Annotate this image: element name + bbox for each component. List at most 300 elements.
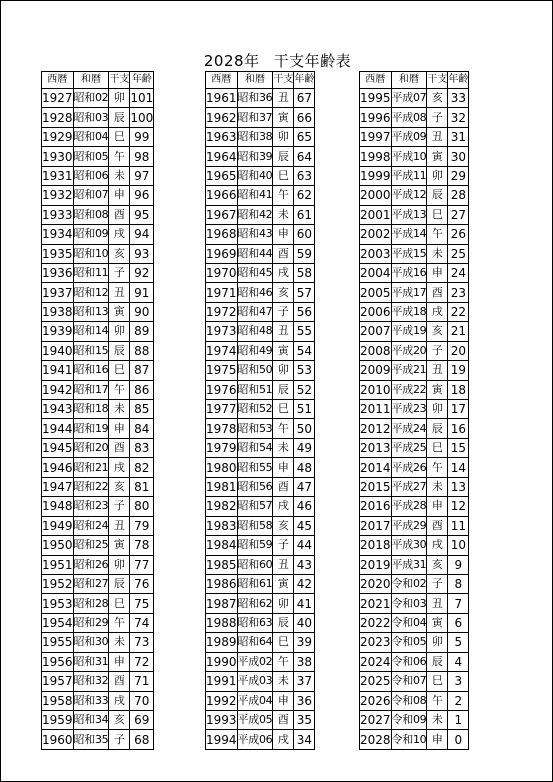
cell-wareki: 昭和34 [73, 711, 109, 730]
table-row [360, 108, 469, 127]
cell-wareki: 令和04 [391, 613, 427, 632]
cell-seireki: 1930 [42, 147, 74, 166]
cell-seireki: 1968 [206, 225, 238, 244]
table-row [206, 400, 315, 419]
cell-age: 78 [130, 536, 154, 555]
cell-wareki: 昭和21 [73, 458, 109, 477]
table-row [42, 225, 154, 244]
table-row [360, 438, 469, 457]
cell-eto: 申 [427, 497, 448, 516]
cell-wareki: 昭和18 [73, 400, 109, 419]
table-row [360, 613, 469, 632]
cell-age: 44 [294, 536, 315, 555]
cell-age: 18 [448, 380, 469, 399]
cell-age: 53 [294, 361, 315, 380]
table-row [42, 108, 154, 127]
cell-seireki: 1997 [360, 127, 392, 146]
cell-eto: 酉 [109, 672, 130, 691]
cell-seireki: 1949 [42, 516, 74, 535]
table-row [42, 127, 154, 146]
cell-age: 19 [448, 361, 469, 380]
cell-eto: 辰 [273, 380, 294, 399]
cell-eto: 酉 [273, 711, 294, 730]
cell-wareki: 昭和28 [73, 594, 109, 613]
cell-eto: 卯 [273, 361, 294, 380]
cell-seireki: 2015 [360, 477, 392, 496]
cell-eto: 午 [273, 186, 294, 205]
cell-wareki: 昭和31 [73, 652, 109, 671]
cell-age: 87 [130, 361, 154, 380]
cell-wareki: 昭和64 [237, 633, 273, 652]
cell-eto: 巳 [427, 205, 448, 224]
cell-eto: 卯 [273, 594, 294, 613]
cell-wareki: 平成23 [391, 400, 427, 419]
cell-eto: 丑 [273, 322, 294, 341]
cell-seireki: 1940 [42, 341, 74, 360]
cell-seireki: 2003 [360, 244, 392, 263]
header-age: 年齢 [294, 72, 315, 89]
cell-seireki: 1951 [42, 555, 74, 574]
cell-age: 70 [130, 691, 154, 710]
cell-age: 12 [448, 497, 469, 516]
table-row [42, 458, 154, 477]
cell-seireki: 1957 [42, 672, 74, 691]
table-row [206, 711, 315, 730]
table-row [206, 419, 315, 438]
cell-eto: 未 [427, 244, 448, 263]
cell-age: 30 [448, 147, 469, 166]
cell-seireki: 2009 [360, 361, 392, 380]
cell-seireki: 2006 [360, 302, 392, 321]
cell-eto: 子 [109, 730, 130, 749]
cell-seireki: 1934 [42, 225, 74, 244]
cell-wareki: 昭和55 [237, 458, 273, 477]
cell-age: 46 [294, 497, 315, 516]
cell-wareki: 令和02 [391, 574, 427, 593]
cell-eto: 亥 [109, 244, 130, 263]
cell-seireki: 2013 [360, 438, 392, 457]
cell-wareki: 昭和49 [237, 341, 273, 360]
cell-eto: 戌 [109, 458, 130, 477]
cell-eto: 寅 [109, 302, 130, 321]
cell-eto: 午 [427, 225, 448, 244]
cell-wareki: 平成29 [391, 516, 427, 535]
header-seireki: 西暦 [42, 72, 74, 89]
cell-wareki: 昭和44 [237, 244, 273, 263]
cell-eto: 巳 [427, 438, 448, 457]
cell-seireki: 1990 [206, 652, 238, 671]
cell-wareki: 平成07 [391, 89, 427, 108]
cell-eto: 丑 [109, 283, 130, 302]
cell-seireki: 2004 [360, 263, 392, 282]
cell-seireki: 1953 [42, 594, 74, 613]
cell-age: 33 [448, 89, 469, 108]
cell-eto: 亥 [273, 516, 294, 535]
cell-wareki: 昭和35 [73, 730, 109, 749]
cell-wareki: 昭和61 [237, 574, 273, 593]
cell-eto: 子 [109, 497, 130, 516]
cell-wareki: 平成19 [391, 322, 427, 341]
cell-seireki: 1939 [42, 322, 74, 341]
table-row [360, 711, 469, 730]
cell-age: 31 [448, 127, 469, 146]
cell-age: 54 [294, 341, 315, 360]
cell-eto: 申 [427, 263, 448, 282]
cell-wareki: 昭和03 [73, 108, 109, 127]
cell-wareki: 昭和06 [73, 166, 109, 185]
header-age: 年齢 [448, 72, 469, 89]
table-row [360, 419, 469, 438]
cell-eto: 未 [109, 400, 130, 419]
table-row [42, 186, 154, 205]
cell-age: 3 [448, 672, 469, 691]
header-eto: 干支 [109, 72, 130, 89]
cell-age: 51 [294, 400, 315, 419]
table-row [206, 458, 315, 477]
table-row [42, 400, 154, 419]
cell-eto: 亥 [109, 477, 130, 496]
cell-seireki: 1935 [42, 244, 74, 263]
cell-wareki: 昭和45 [237, 263, 273, 282]
table-row [360, 186, 469, 205]
cell-age: 26 [448, 225, 469, 244]
table-row [42, 205, 154, 224]
table-row [360, 166, 469, 185]
cell-seireki: 1937 [42, 283, 74, 302]
cell-eto: 申 [273, 225, 294, 244]
cell-wareki: 昭和20 [73, 438, 109, 457]
cell-age: 88 [130, 341, 154, 360]
cell-seireki: 2025 [360, 672, 392, 691]
cell-eto: 卯 [427, 400, 448, 419]
table-row [360, 89, 469, 108]
table-row [360, 302, 469, 321]
cell-eto: 午 [109, 147, 130, 166]
cell-wareki: 平成26 [391, 458, 427, 477]
cell-seireki: 1985 [206, 555, 238, 574]
cell-eto: 酉 [109, 438, 130, 457]
table-row [206, 477, 315, 496]
cell-seireki: 1952 [42, 574, 74, 593]
cell-seireki: 1966 [206, 186, 238, 205]
table-row [360, 127, 469, 146]
cell-seireki: 1941 [42, 361, 74, 380]
header-eto: 干支 [427, 72, 448, 89]
table-row [206, 263, 315, 282]
cell-age: 42 [294, 574, 315, 593]
cell-age: 40 [294, 613, 315, 632]
cell-seireki: 2000 [360, 186, 392, 205]
cell-seireki: 1984 [206, 536, 238, 555]
table-row [360, 730, 469, 749]
cell-wareki: 平成12 [391, 186, 427, 205]
table-row [206, 730, 315, 749]
cell-eto: 亥 [427, 89, 448, 108]
cell-age: 24 [448, 263, 469, 282]
cell-wareki: 平成17 [391, 283, 427, 302]
cell-wareki: 平成13 [391, 205, 427, 224]
cell-age: 100 [130, 108, 154, 127]
cell-seireki: 1970 [206, 263, 238, 282]
table-row [206, 322, 315, 341]
table-row [206, 186, 315, 205]
table-row [42, 672, 154, 691]
cell-eto: 午 [109, 380, 130, 399]
cell-wareki: 昭和57 [237, 497, 273, 516]
table-row [360, 672, 469, 691]
cell-seireki: 1973 [206, 322, 238, 341]
table-row [42, 477, 154, 496]
table-row [206, 283, 315, 302]
cell-wareki: 昭和10 [73, 244, 109, 263]
table-row [360, 516, 469, 535]
table-row [360, 536, 469, 555]
cell-wareki: 昭和16 [73, 361, 109, 380]
table-row [206, 225, 315, 244]
cell-age: 92 [130, 263, 154, 282]
table-row [42, 283, 154, 302]
table-row [360, 497, 469, 516]
cell-age: 77 [130, 555, 154, 574]
cell-eto: 午 [427, 691, 448, 710]
cell-eto: 寅 [427, 147, 448, 166]
cell-age: 20 [448, 341, 469, 360]
cell-wareki: 昭和25 [73, 536, 109, 555]
cell-eto: 辰 [109, 108, 130, 127]
cell-age: 35 [294, 711, 315, 730]
cell-wareki: 令和03 [391, 594, 427, 613]
cell-seireki: 1947 [42, 477, 74, 496]
cell-eto: 未 [109, 166, 130, 185]
cell-seireki: 2027 [360, 711, 392, 730]
cell-age: 8 [448, 574, 469, 593]
cell-age: 43 [294, 555, 315, 574]
cell-seireki: 1983 [206, 516, 238, 535]
cell-age: 34 [294, 730, 315, 749]
cell-seireki: 1950 [42, 536, 74, 555]
cell-seireki: 1994 [206, 730, 238, 749]
table-row [360, 147, 469, 166]
table-row [206, 633, 315, 652]
cell-age: 32 [448, 108, 469, 127]
cell-seireki: 2016 [360, 497, 392, 516]
table-row [206, 244, 315, 263]
cell-seireki: 2010 [360, 380, 392, 399]
cell-wareki: 昭和37 [237, 108, 273, 127]
table-row [42, 516, 154, 535]
cell-eto: 巳 [273, 633, 294, 652]
cell-wareki: 平成15 [391, 244, 427, 263]
table-row [206, 516, 315, 535]
table-row [206, 691, 315, 710]
cell-eto: 子 [109, 263, 130, 282]
cell-eto: 寅 [273, 108, 294, 127]
table-row [42, 341, 154, 360]
cell-age: 72 [130, 652, 154, 671]
table-row [42, 555, 154, 574]
cell-eto: 辰 [427, 186, 448, 205]
cell-wareki: 昭和48 [237, 322, 273, 341]
cell-wareki: 平成04 [237, 691, 273, 710]
cell-eto: 子 [273, 302, 294, 321]
cell-eto: 亥 [427, 322, 448, 341]
cell-age: 13 [448, 477, 469, 496]
cell-wareki: 平成05 [237, 711, 273, 730]
table-row [42, 594, 154, 613]
cell-age: 21 [448, 322, 469, 341]
cell-age: 25 [448, 244, 469, 263]
cell-eto: 辰 [109, 341, 130, 360]
cell-wareki: 平成24 [391, 419, 427, 438]
cell-age: 61 [294, 205, 315, 224]
cell-eto: 辰 [427, 419, 448, 438]
table-row [206, 147, 315, 166]
cell-seireki: 2011 [360, 400, 392, 419]
cell-eto: 辰 [427, 652, 448, 671]
cell-wareki: 昭和54 [237, 438, 273, 457]
cell-age: 7 [448, 594, 469, 613]
cell-wareki: 昭和08 [73, 205, 109, 224]
age-table-3 [359, 71, 469, 750]
cell-eto: 申 [109, 419, 130, 438]
title-year: 2028年 [203, 52, 260, 70]
header-eto: 干支 [273, 72, 294, 89]
cell-age: 85 [130, 400, 154, 419]
cell-age: 64 [294, 147, 315, 166]
cell-wareki: 昭和47 [237, 302, 273, 321]
age-table-1 [41, 71, 154, 750]
cell-seireki: 1933 [42, 205, 74, 224]
cell-eto: 子 [427, 574, 448, 593]
table-row [360, 400, 469, 419]
cell-age: 60 [294, 225, 315, 244]
cell-eto: 辰 [273, 147, 294, 166]
cell-wareki: 平成09 [391, 127, 427, 146]
cell-wareki: 昭和04 [73, 127, 109, 146]
cell-seireki: 1998 [360, 147, 392, 166]
table-row [206, 438, 315, 457]
page-title [1, 51, 553, 71]
cell-wareki: 昭和05 [73, 147, 109, 166]
table-row [206, 594, 315, 613]
cell-seireki: 2022 [360, 613, 392, 632]
cell-wareki: 平成02 [237, 652, 273, 671]
table-row [206, 166, 315, 185]
cell-seireki: 1999 [360, 166, 392, 185]
cell-age: 5 [448, 633, 469, 652]
cell-seireki: 1963 [206, 127, 238, 146]
cell-eto: 寅 [273, 574, 294, 593]
cell-seireki: 1967 [206, 205, 238, 224]
cell-age: 81 [130, 477, 154, 496]
cell-eto: 丑 [427, 127, 448, 146]
cell-seireki: 1929 [42, 127, 74, 146]
cell-wareki: 平成14 [391, 225, 427, 244]
cell-age: 41 [294, 594, 315, 613]
table-row [42, 361, 154, 380]
cell-seireki: 1971 [206, 283, 238, 302]
cell-seireki: 1944 [42, 419, 74, 438]
cell-eto: 卯 [427, 166, 448, 185]
table-row [360, 594, 469, 613]
cell-seireki: 1979 [206, 438, 238, 457]
cell-seireki: 1954 [42, 613, 74, 632]
table-row [42, 497, 154, 516]
cell-eto: 亥 [273, 283, 294, 302]
cell-seireki: 1964 [206, 147, 238, 166]
cell-wareki: 昭和11 [73, 263, 109, 282]
table-row [42, 652, 154, 671]
cell-wareki: 昭和26 [73, 555, 109, 574]
cell-eto: 卯 [109, 555, 130, 574]
cell-age: 10 [448, 536, 469, 555]
table-row [42, 438, 154, 457]
table-row [360, 477, 469, 496]
age-table-2 [205, 71, 315, 750]
cell-age: 29 [448, 166, 469, 185]
cell-seireki: 2018 [360, 536, 392, 555]
table-row [206, 672, 315, 691]
title-label: 干支年齢表 [273, 52, 352, 70]
table-row [360, 652, 469, 671]
cell-eto: 未 [273, 438, 294, 457]
header-row [360, 72, 469, 89]
cell-seireki: 2028 [360, 730, 392, 749]
cell-eto: 辰 [109, 574, 130, 593]
cell-seireki: 1975 [206, 361, 238, 380]
table-row [206, 361, 315, 380]
header-wareki: 和暦 [73, 72, 109, 89]
cell-wareki: 昭和24 [73, 516, 109, 535]
table-row [42, 633, 154, 652]
cell-seireki: 1989 [206, 633, 238, 652]
cell-age: 45 [294, 516, 315, 535]
cell-wareki: 昭和15 [73, 341, 109, 360]
cell-eto: 未 [273, 205, 294, 224]
cell-seireki: 1960 [42, 730, 74, 749]
cell-wareki: 昭和29 [73, 613, 109, 632]
cell-wareki: 昭和09 [73, 225, 109, 244]
cell-age: 23 [448, 283, 469, 302]
table-row [206, 574, 315, 593]
cell-eto: 寅 [109, 536, 130, 555]
cell-wareki: 昭和56 [237, 477, 273, 496]
cell-eto: 辰 [273, 613, 294, 632]
cell-age: 62 [294, 186, 315, 205]
header-row [206, 72, 315, 89]
cell-age: 59 [294, 244, 315, 263]
cell-age: 15 [448, 438, 469, 457]
cell-seireki: 1982 [206, 497, 238, 516]
cell-eto: 子 [427, 341, 448, 360]
cell-age: 28 [448, 186, 469, 205]
cell-eto: 午 [109, 613, 130, 632]
cell-eto: 午 [273, 419, 294, 438]
table-row [206, 302, 315, 321]
cell-eto: 寅 [427, 613, 448, 632]
cell-seireki: 1980 [206, 458, 238, 477]
cell-wareki: 平成10 [391, 147, 427, 166]
cell-seireki: 1987 [206, 594, 238, 613]
cell-wareki: 昭和43 [237, 225, 273, 244]
cell-seireki: 1955 [42, 633, 74, 652]
table-row [360, 322, 469, 341]
cell-wareki: 令和06 [391, 652, 427, 671]
cell-eto: 未 [427, 711, 448, 730]
cell-wareki: 昭和19 [73, 419, 109, 438]
header-wareki: 和暦 [391, 72, 427, 89]
cell-wareki: 昭和36 [237, 89, 273, 108]
